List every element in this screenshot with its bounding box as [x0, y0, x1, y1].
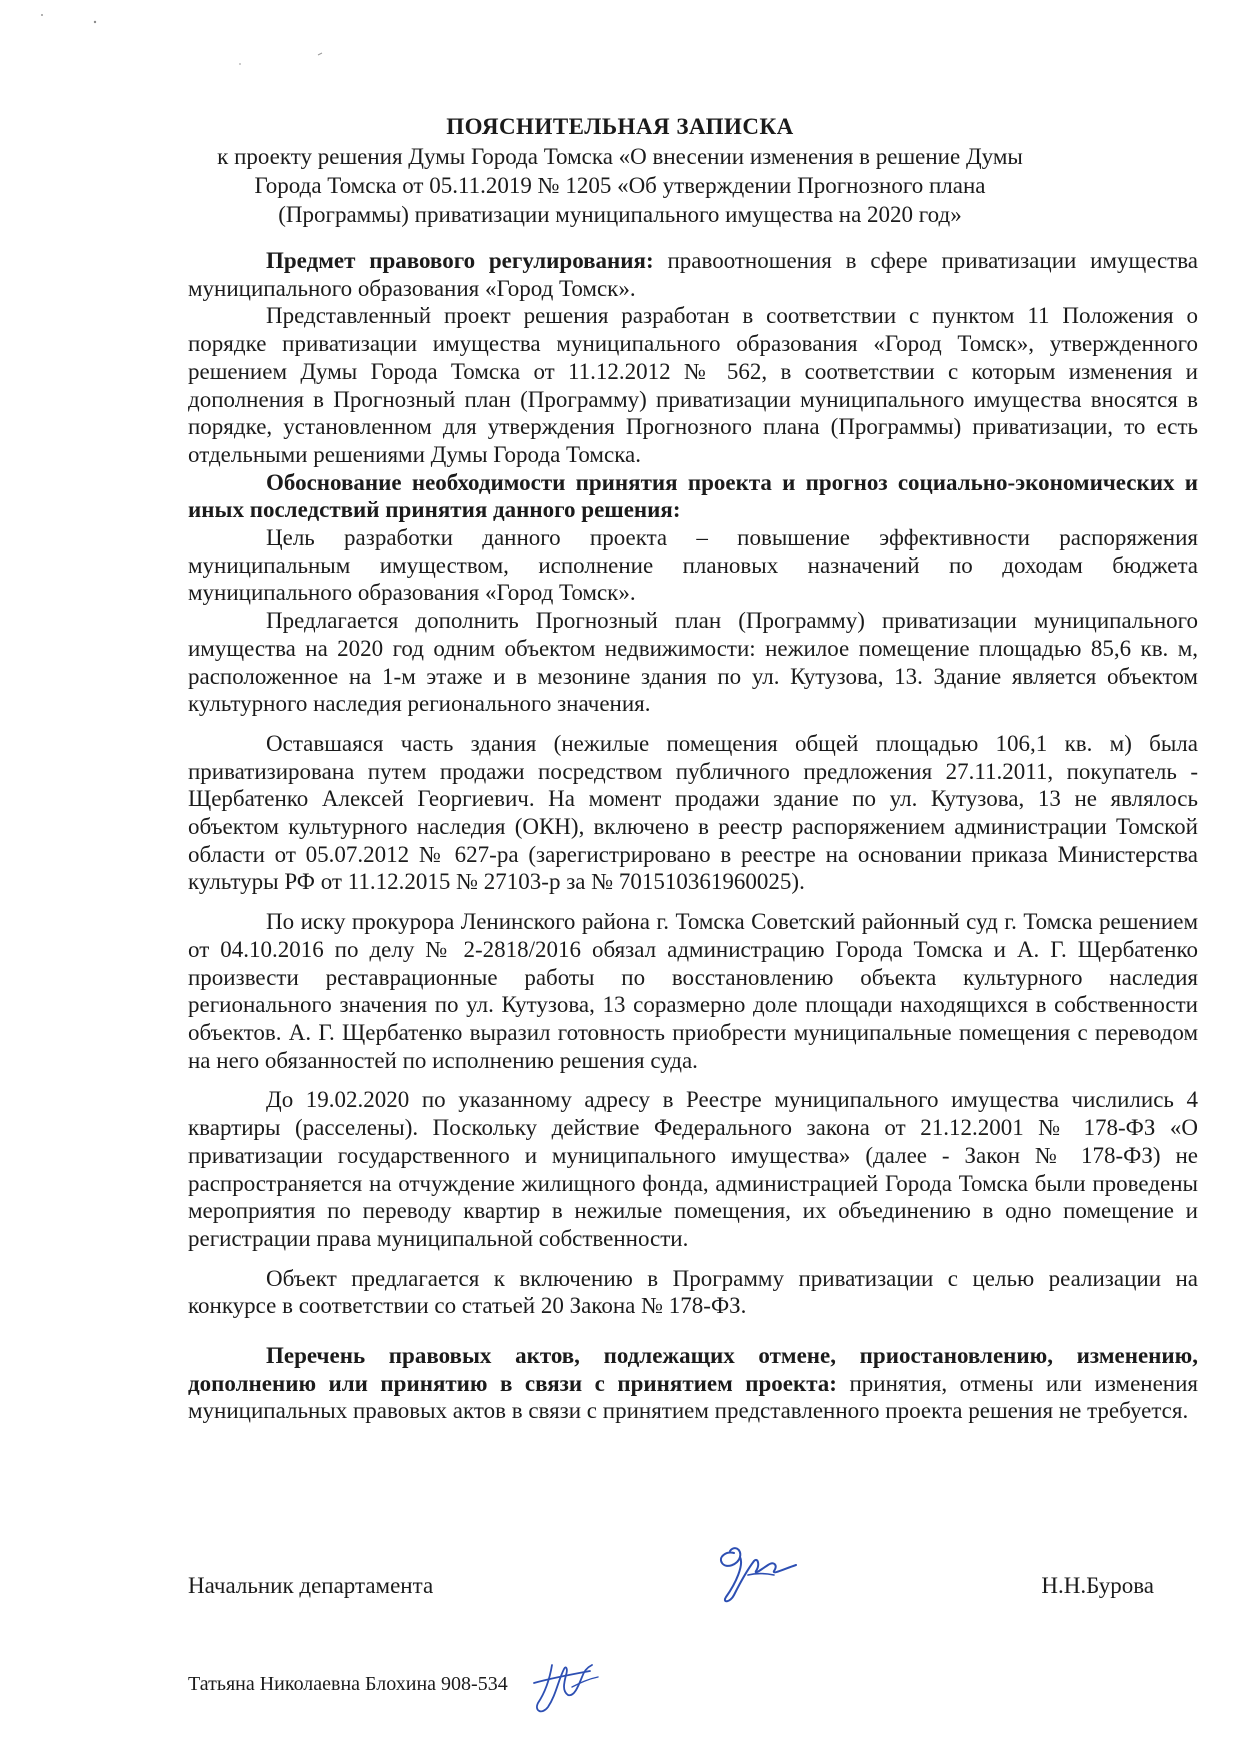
executor-signature: [528, 1657, 608, 1719]
subject-heading: Предмет правового регулирования:: [266, 248, 654, 273]
executor-info: Татьяна Николаевна Блохина 908-534: [188, 1673, 508, 1695]
document-title: ПОЯСНИТЕЛЬНАЯ ЗАПИСКА: [446, 114, 794, 139]
acts-heading: Перечень правовых актов, подлежащих отмене, приостановлению, изменению, дополнению или принятию в связи с принятием проекта:: [188, 1343, 1198, 1396]
lawsuit-paragraph: По иску прокурора Ленинского района г. Томска Советский районный суд г. Томска решением от 04.10.2016 по делу № 2-2818/2016 обязал администрацию Города Томска и А. Г. Щербатенко произвести реставрационные работы по восстановлению объекта культурного наследия регионального значения по ул. Кутузова, 13 соразмерно доле площади находящихся в собственности объектов. А. Г. Щербатенко выразил готовность приобрести муниципальные помещения с переводом на него обязанностей по исполнению решения суда.: [188, 909, 1198, 1073]
handwritten-signature: [704, 1535, 814, 1610]
signer-position: Начальник департамента: [188, 1573, 434, 1598]
registry-paragraph: До 19.02.2020 по указанному адресу в Реестре муниципального имущества числились 4 квартиры (расселены). Поскольку действие Федерального закона от 21.12.2001 № 178-ФЗ «О приватизации государственного и муниципального имущества» (далее - Закон № 178-ФЗ) не распространяется на отчуждение жилищного фонда, администрацией Города Томска были проведены мероприятия по переводу квартир в нежилые помещения, их объединению в одно помещение и регистрации права муниципальной собственности.: [188, 1087, 1198, 1251]
acts-paragraph: [188, 1342, 1198, 1425]
document-body: [188, 247, 1198, 1425]
object-paragraph: Объект предлагается к включению в Программу приватизации с целью реализации на конкурсе в соответствии со статьей 20 Закона № 178-ФЗ.: [188, 1265, 1198, 1319]
acts-text: принятия, отмены или изменения муниципальных правовых актов в связи с принятием представленного проекта решения не требуется.: [188, 1370, 1198, 1424]
scan-specks: [0, 0, 360, 80]
developed-paragraph: Представленный проект решения разработан в соответствии с пунктом 11 Положения о порядке приватизации имущества муниципального образования «Город Томск», утвержденного решением Думы Города Томска от 11.12.2012 № 562, в соответствии с которым изменения и дополнения в Прогнозный план (Программу) приватизации муниципального имущества вносятся в порядке, установленном для утверждения Прогнозного плана (Программы) приватизации, то есть отдельными решениями Думы Города Томска.: [188, 303, 1198, 467]
justification-heading-text: Обоснование необходимости принятия проекта и прогноз социально-экономических и иных последствий принятия данного решения:: [188, 469, 1198, 523]
document-subtitle: к проекту решения Думы Города Томска «О внесении изменения в решение Думы Города Томска от 05.11.2019 № 1205 «Об утверждении Прогнозного плана (Программы) приватизации муниципального имущества на 2020 год»: [217, 144, 1023, 227]
justification-heading: [188, 469, 1198, 524]
subject-paragraph: [188, 247, 1198, 302]
goal-paragraph: Цель разработки данного проекта – повышение эффективности распоряжения муниципальным имуществом, исполнение плановых назначений по доходам бюджета муниципального образования «Город Томск».: [188, 525, 1198, 606]
remaining-paragraph: Оставшаяся часть здания (нежилые помещения общей площадью 106,1 кв. м) была приватизирована путем продажи посредством публичного предложения 27.11.2011, покупатель - Щербатенко Алексей Георгиевич. На момент продажи здание по ул. Кутузова, 13 не являлось объектом культурного наследия (ОКН), включено в реестр распоряжением администрации Томской области от 05.07.2012 № 627-ра (зарегистрировано в реестре на основании приказа Министерства культуры РФ от 11.12.2015 № 27103-р за № 701510361960025).: [188, 730, 1198, 895]
signature-row: [188, 1565, 1198, 1605]
executor-line: [188, 1665, 708, 1715]
subject-text: правоотношения в сфере приватизации имущества муниципального образования «Город Томск».: [188, 248, 1198, 301]
proposed-paragraph: Предлагается дополнить Прогнозный план (Программу) приватизации муниципального имущества на 2020 год одним объектом недвижимости: нежилое помещение площадью 85,6 кв. м, расположенное на 1-м этаже и в мезонине здания по ул. Кутузова, 13. Здание является объектом культурного наследия регионального значения.: [188, 608, 1198, 717]
signer-name: Н.Н.Бурова: [1041, 1573, 1154, 1598]
